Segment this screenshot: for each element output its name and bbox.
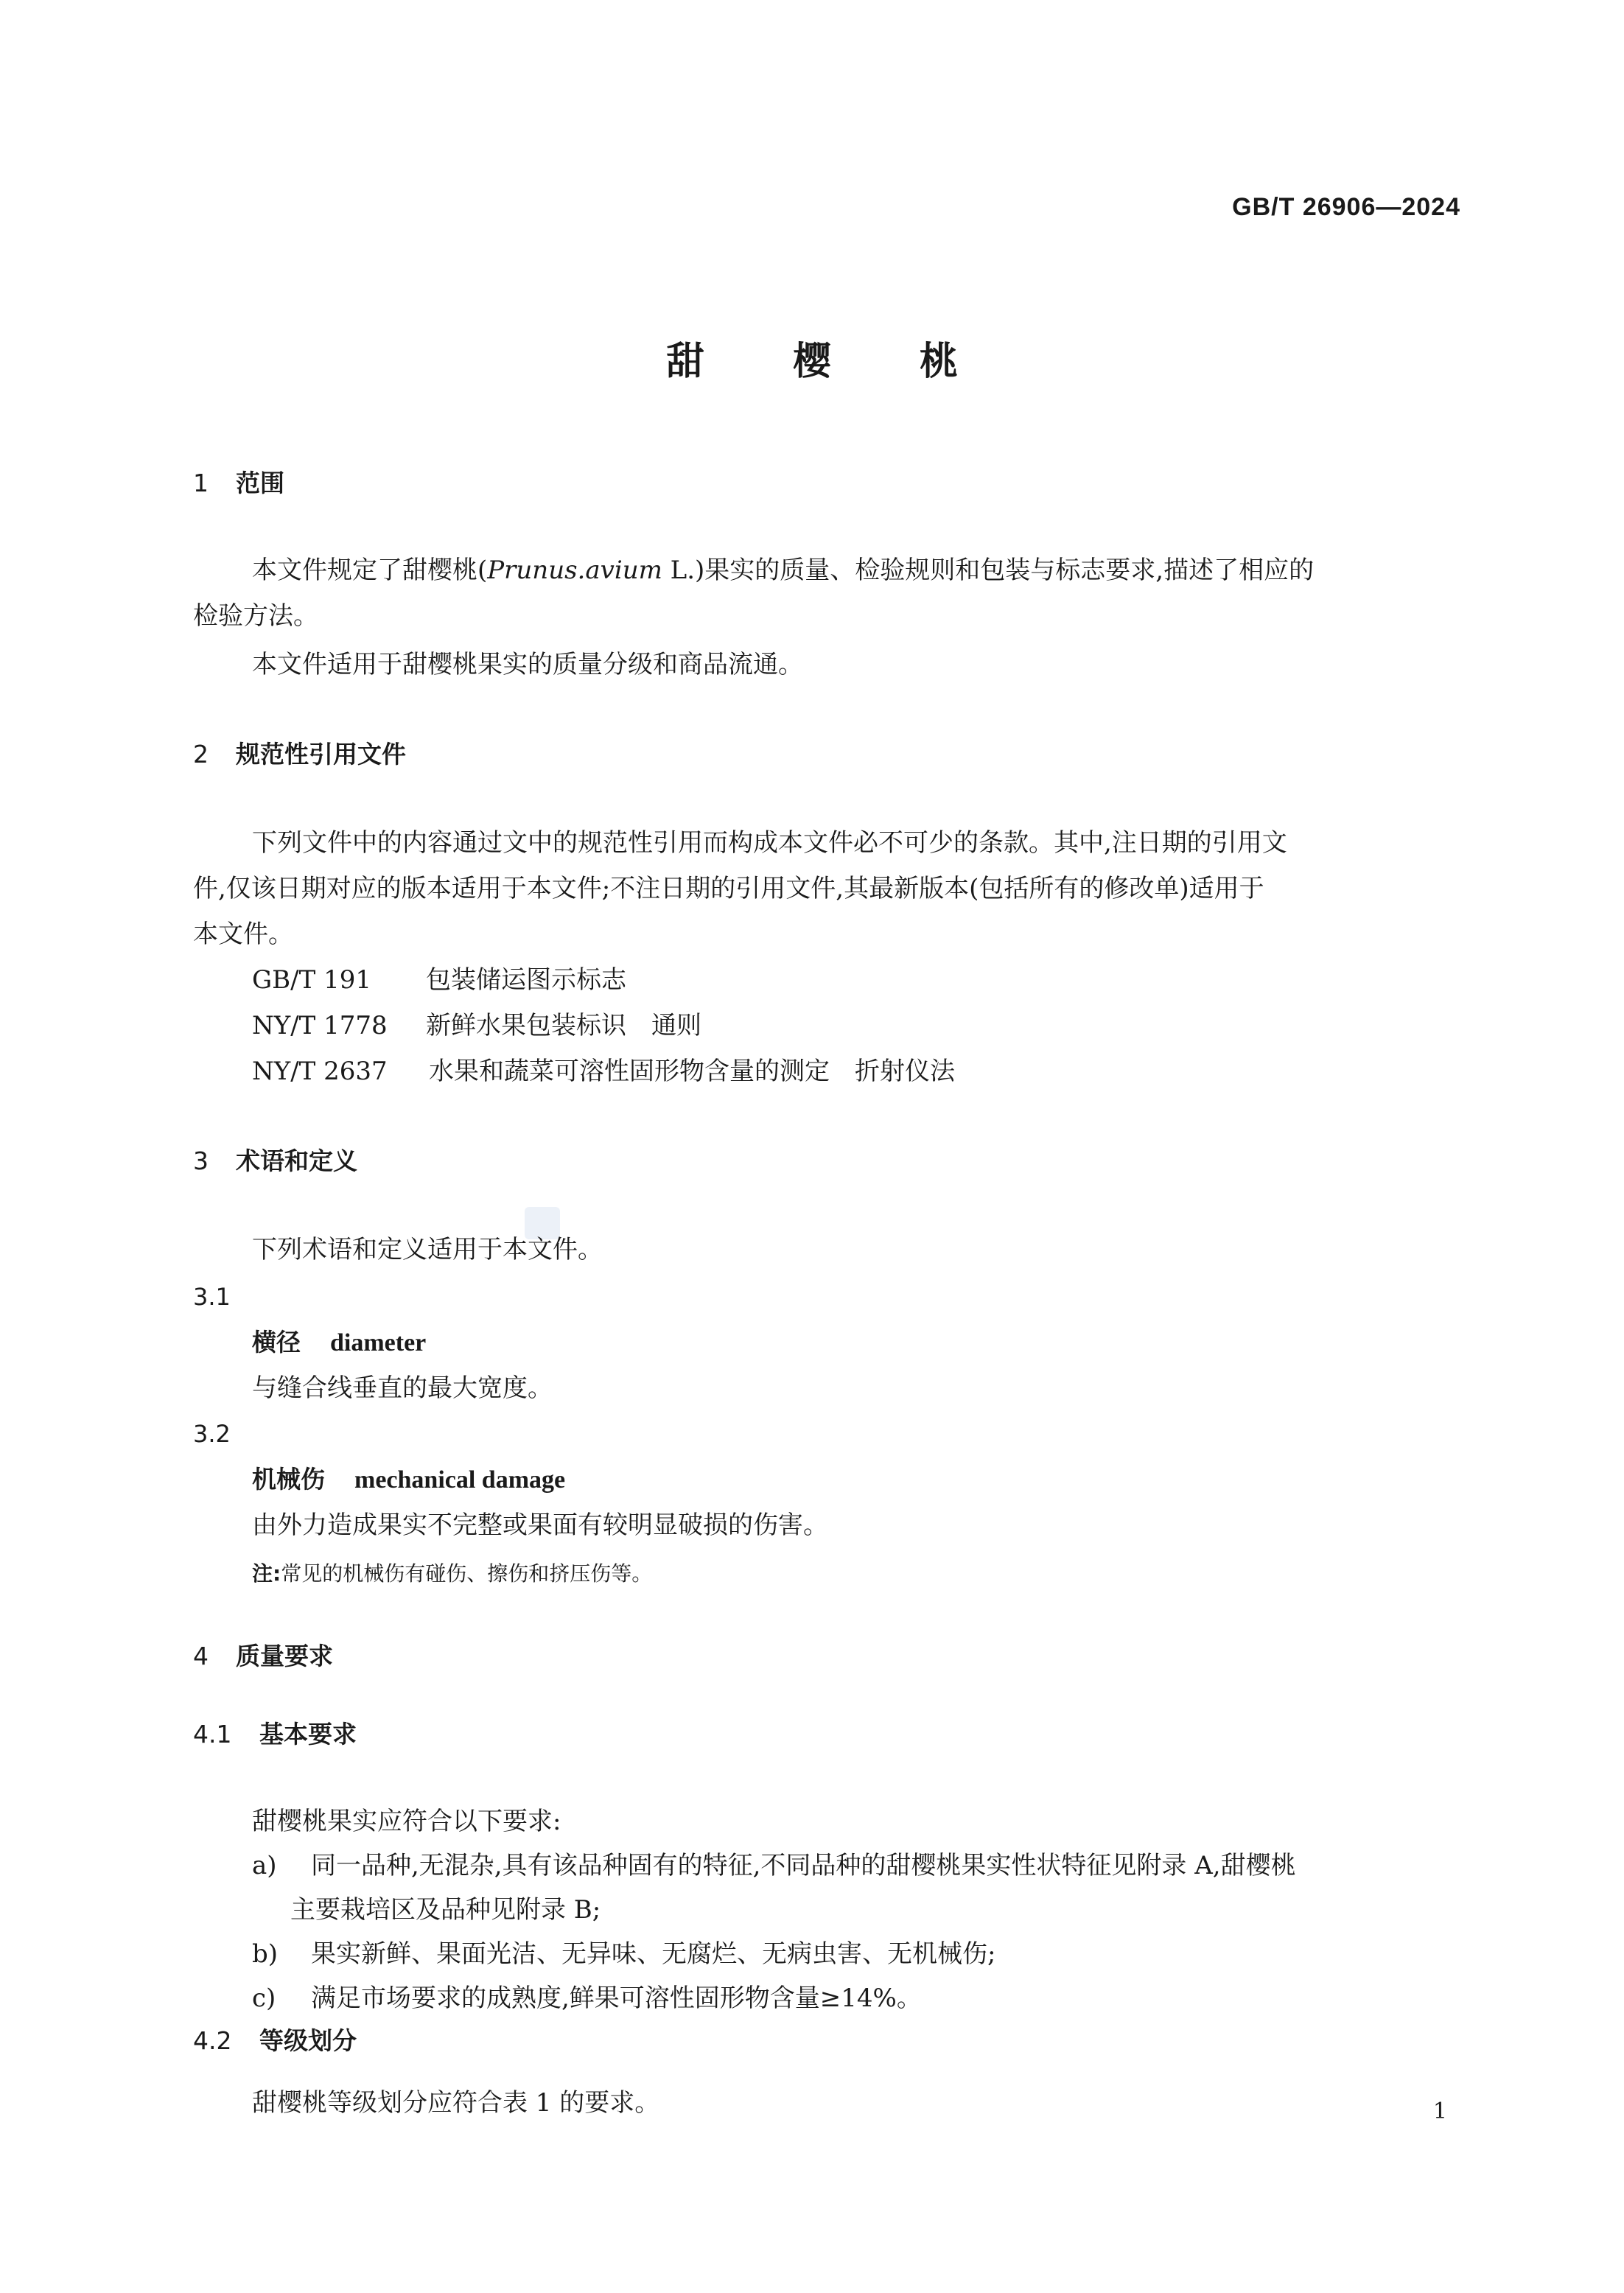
- reference-item: [252, 965, 626, 995]
- section-1-paragraph-1-continued: 检验方法。: [193, 601, 318, 631]
- section-title: 规范性引用文件: [236, 740, 406, 769]
- subsection-title: 等级划分: [259, 2026, 357, 2055]
- list-text: 同一品种,无混杂,具有该品种固有的特征,不同品种的甜樱桃果实性状特征见附录 A,甜樱桃: [311, 1851, 1296, 1880]
- section-2-heading: [193, 740, 406, 769]
- list-item-continued: 主要栽培区及品种见附录 B;: [290, 1895, 601, 1925]
- subsection-4-1-heading: [193, 1720, 357, 1749]
- list-text: 满足市场要求的成熟度,鲜果可溶性固形物含量≥14%。: [311, 1984, 922, 2013]
- reference-title: 水果和蔬菜可溶性固形物含量的测定: [429, 1057, 830, 1086]
- term-entry: [252, 1328, 426, 1358]
- subsection-4-2-heading: [193, 2026, 357, 2056]
- section-1-heading: [193, 469, 284, 498]
- term-english: mechanical damage: [354, 1466, 566, 1494]
- reference-code: NY/T 1778: [252, 1011, 388, 1040]
- section-number: 3: [193, 1146, 209, 1175]
- subsection-title: 基本要求: [259, 1720, 357, 1748]
- section-title: 范围: [236, 469, 284, 497]
- list-text: 果实新鲜、果面光洁、无异味、无腐烂、无病虫害、无机械伤;: [311, 1939, 996, 1969]
- reference-item: [252, 1011, 701, 1040]
- reference-subtitle: 折射仪法: [855, 1057, 955, 1086]
- subsection-4-2-intro: 甜樱桃等级划分应符合表 1 的要求。: [252, 2088, 660, 2118]
- section-number: 4: [193, 1642, 209, 1670]
- list-item: [252, 1939, 995, 1969]
- term-number: 3.1: [193, 1283, 231, 1311]
- subsection-number: 4.2: [193, 2026, 232, 2055]
- section-1-paragraph-1: [252, 556, 1314, 585]
- term-number: 3.2: [193, 1420, 231, 1448]
- reference-title: 新鲜水果包装标识: [426, 1011, 626, 1040]
- reference-item: [252, 1057, 955, 1086]
- section-4-heading: [193, 1642, 333, 1671]
- term-note: [252, 1559, 652, 1589]
- document-title: 甜樱桃: [665, 340, 1046, 384]
- term-definition: 与缝合线垂直的最大宽度。: [252, 1373, 553, 1403]
- reference-code: GB/T 191: [252, 965, 371, 995]
- term-entry: [252, 1465, 565, 1495]
- subsection-4-1-intro: 甜樱桃果实应符合以下要求:: [252, 1807, 561, 1836]
- term-english: diameter: [330, 1329, 427, 1356]
- section-2-paragraph-line-1: 下列文件中的内容通过文中的规范性引用而构成本文件必不可少的条款。其中,注日期的引用文: [252, 828, 1287, 858]
- note-text: 常见的机械伤有碰伤、擦伤和挤压伤等。: [281, 1561, 653, 1586]
- reference-code: NY/T 2637: [252, 1057, 388, 1086]
- section-2-paragraph-line-3: 本文件。: [193, 920, 293, 949]
- latin-name: Prunus.avium: [487, 556, 662, 585]
- list-marker: a): [252, 1851, 277, 1880]
- reference-subtitle: 通则: [651, 1011, 701, 1040]
- list-marker: c): [252, 1984, 276, 2013]
- text-run: 本文件规定了甜樱桃(: [252, 556, 488, 585]
- section-3-intro: 下列术语和定义适用于本文件。: [252, 1235, 603, 1264]
- section-number: 1: [193, 469, 209, 497]
- note-label: 注:: [252, 1561, 281, 1586]
- term-definition: 由外力造成果实不完整或果面有较明显破损的伤害。: [252, 1510, 828, 1540]
- list-item: [252, 1984, 922, 2013]
- list-item: [252, 1851, 1296, 1880]
- section-title: 术语和定义: [236, 1146, 357, 1175]
- term-chinese: 机械伤: [252, 1465, 325, 1494]
- text-run: L.)果实的质量、检验规则和包装与标志要求,描述了相应的: [662, 556, 1315, 585]
- section-title: 质量要求: [236, 1642, 333, 1670]
- section-3-heading: [193, 1146, 357, 1176]
- section-2-paragraph-line-2: 件,仅该日期对应的版本适用于本文件;不注日期的引用文件,其最新版本(包括所有的修改单)适用于: [193, 874, 1264, 903]
- section-1-paragraph-2: 本文件适用于甜樱桃果实的质量分级和商品流通。: [252, 650, 803, 679]
- standard-code: GB/T 26906—2024: [1232, 193, 1460, 221]
- section-number: 2: [193, 740, 209, 769]
- reference-title: 包装储运图示标志: [426, 965, 626, 995]
- term-chinese: 横径: [252, 1328, 301, 1356]
- subsection-number: 4.1: [193, 1720, 232, 1748]
- page-number: 1: [1432, 2098, 1447, 2124]
- list-marker: b): [252, 1939, 279, 1969]
